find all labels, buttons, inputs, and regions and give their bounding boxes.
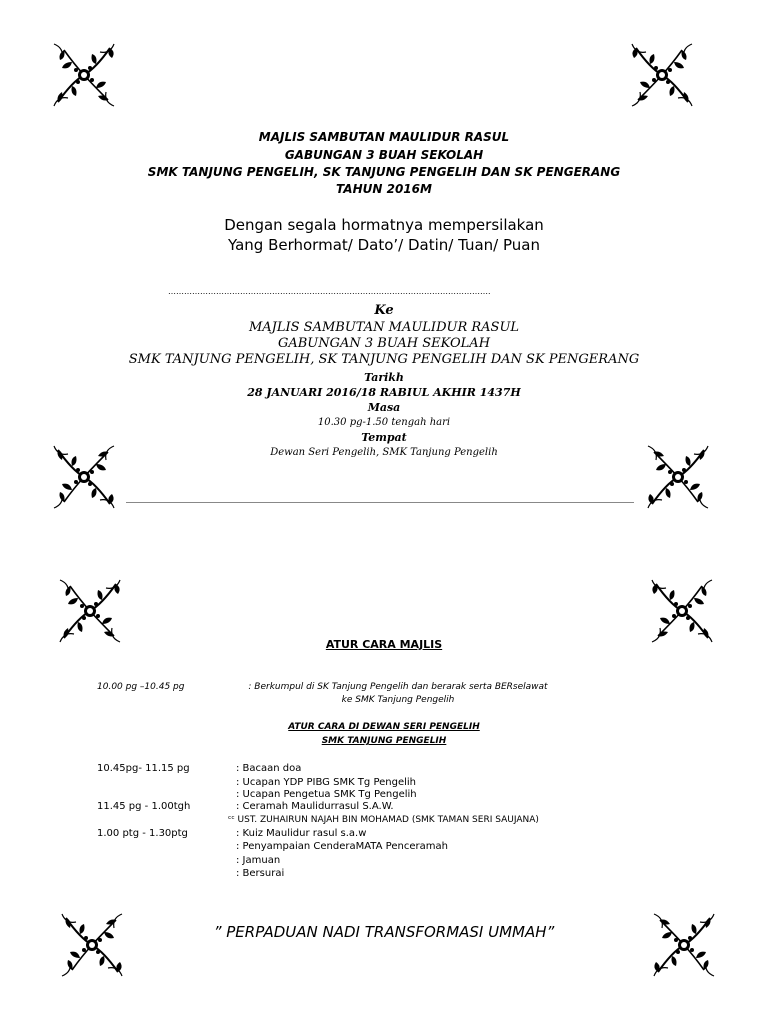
section-divider xyxy=(126,502,634,503)
row-item: ᶜᶜ UST. ZUHAIRUN NAJAH BIN MOHAMAD (SMK TAMAN SERI SAUJANA) xyxy=(228,815,539,825)
row-item: : Bacaan doa xyxy=(236,763,302,774)
sub-title-2: SMK TANJUNG PENGELIH xyxy=(321,736,447,746)
event-line-1: MAJLIS SAMBUTAN MAULIDUR RASUL xyxy=(248,320,520,335)
corner-ornament-bottom-left-card2 xyxy=(60,912,124,978)
corner-ornament-bottom-right-card2 xyxy=(652,912,716,978)
tempat-label: Tempat xyxy=(361,431,407,444)
first-desc-2: ke SMK Tanjung Pengelih xyxy=(341,695,455,705)
corner-ornament-top-right xyxy=(630,42,694,108)
row-item: : Ucapan Pengetua SMK Tg Pengelih xyxy=(236,789,417,800)
event-line-3: SMK TANJUNG PENGELIH, SK TANJUNG PENGELIH DAN SK PENGERANG xyxy=(128,352,640,367)
header-line-3: SMK TANJUNG PENGELIH, SK TANJUNG PENGELIH DAN SK PENGERANG xyxy=(147,165,621,179)
row-item: : Jamuan xyxy=(236,855,281,866)
motto: ” PERPADUAN NADI TRANSFORMASI UMMAH” xyxy=(213,923,555,941)
row-item: : Ucapan YDP PIBG SMK Tg Pengelih xyxy=(236,777,416,788)
first-time: 10.00 pg –10.45 pg xyxy=(97,682,185,692)
row-item: : Bersurai xyxy=(236,868,285,879)
row-time: 1.00 ptg - 1.30ptg xyxy=(97,828,188,839)
masa-label: Masa xyxy=(367,401,401,414)
row-item: : Penyampaian CenderaMATA Penceramah xyxy=(236,841,448,852)
program-title: ATUR CARA MAJLIS xyxy=(325,638,443,651)
row-item: : Ceramah Maulidurrasul S.A.W. xyxy=(236,801,394,812)
corner-ornament-top-left-card2 xyxy=(58,578,122,644)
tempat-value: Dewan Seri Pengelih, SMK Tanjung Pengelih xyxy=(270,447,498,458)
masa-value: 10.30 pg-1.50 tengah hari xyxy=(317,417,451,428)
corner-ornament-top-left xyxy=(52,42,116,108)
corner-ornament-top-right-card2 xyxy=(650,578,714,644)
tarikh-value: 28 JANUARI 2016/18 RABIUL AKHIR 1437H xyxy=(247,386,521,399)
ke-label: Ke xyxy=(374,303,394,318)
invitation-line-1: Dengan segala hormatnya mempersilakan xyxy=(224,216,544,234)
invitation-line-2: Yang Berhormat/ Dato’/ Datin/ Tuan/ Puan xyxy=(227,236,540,254)
row-item: : Kuiz Maulidur rasul s.a.w xyxy=(236,828,367,839)
header-line-2: GABUNGAN 3 BUAH SEKOLAH xyxy=(284,148,484,162)
row-time: 11.45 pg - 1.00tgh xyxy=(97,801,191,812)
guest-name-dotted-line: …………………………………………………………………………………………………………. xyxy=(168,287,491,296)
header-line-4: TAHUN 2016M xyxy=(336,182,432,196)
tarikh-label: Tarikh xyxy=(364,371,404,384)
header-line-1: MAJLIS SAMBUTAN MAULIDUR RASUL xyxy=(258,130,510,144)
event-line-2: GABUNGAN 3 BUAH SEKOLAH xyxy=(277,336,491,351)
row-time: 10.45pg- 11.15 pg xyxy=(97,763,190,774)
sub-title-1: ATUR CARA DI DEWAN SERI PENGELIH xyxy=(288,722,480,732)
first-desc-1: : Berkumpul di SK Tanjung Pengelih dan berarak serta BERselawat xyxy=(248,682,548,692)
